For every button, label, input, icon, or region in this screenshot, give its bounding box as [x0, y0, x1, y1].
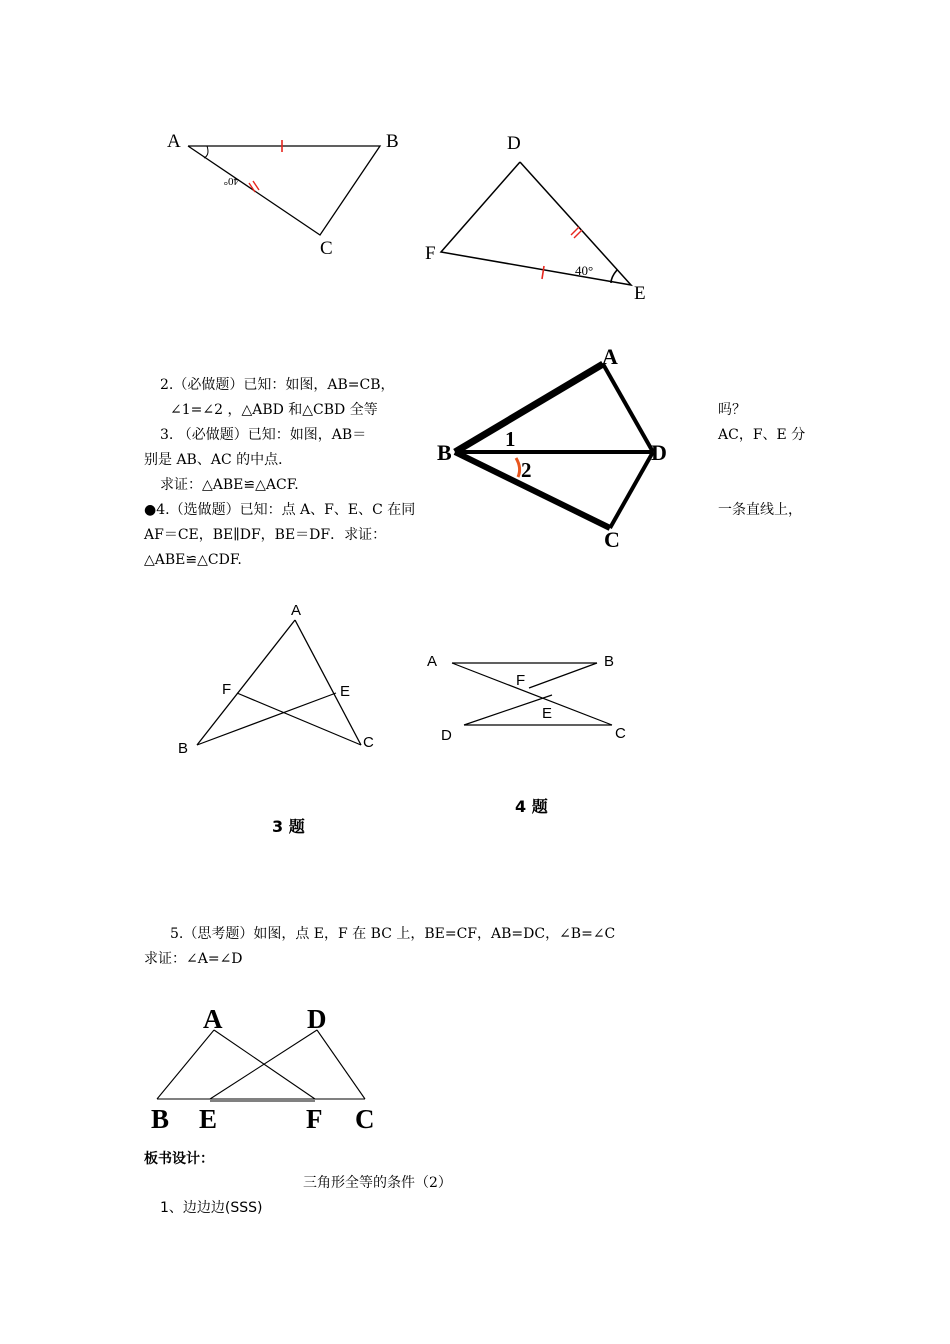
- angle-label-e: 40°: [575, 263, 594, 278]
- board-design-heading: 板书设计：: [144, 1151, 214, 1167]
- problem-3-line-3: 求证：△ABE≌△ACF.: [160, 477, 299, 493]
- problem-5-line-2: 求证：∠A=∠D: [144, 951, 243, 967]
- vertex-label-a: A: [167, 131, 181, 152]
- angle-arc-2: [516, 458, 520, 477]
- q3-vertex-label-c: C: [363, 734, 374, 751]
- problem-3-line-1: 3. （必做题）已知：如图，AB＝: [160, 427, 367, 443]
- q4-figure: [420, 645, 640, 760]
- q5-vertex-label-b: B: [151, 1104, 170, 1134]
- triangle-abc-figure: [150, 125, 420, 265]
- q3-figure: [170, 595, 390, 760]
- problem-5-line-1: 5.（思考题）如图，点 E，F 在 BC 上，BE=CF，AB=DC，∠B=∠C: [170, 926, 616, 942]
- q5-vertex-label-e: E: [199, 1104, 218, 1134]
- q4-vertex-label-f: F: [516, 672, 526, 689]
- problem-4-line-1: ●4.（选做题）已知：点 A、F、E、C 在同: [144, 502, 416, 518]
- tick-ef: [542, 266, 544, 279]
- q2-vertex-label-d: D: [651, 440, 667, 465]
- problem-2-line-2-tail: 吗？: [718, 402, 746, 418]
- board-design-item-1: 1、边边边(SSS): [160, 1200, 263, 1216]
- angle-label-a: 40°: [223, 175, 239, 187]
- board-design-title: 三角形全等的条件（2）: [303, 1175, 452, 1191]
- vertex-label-d: D: [507, 133, 521, 154]
- q5-vertex-label-c: C: [355, 1104, 375, 1134]
- q3-vertex-label-b: B: [178, 740, 189, 757]
- q3-vertex-label-a: A: [291, 602, 302, 619]
- q2-vertex-label-b: B: [437, 440, 452, 465]
- q4-vertex-label-e: E: [542, 705, 553, 722]
- q4-vertex-label-a: A: [427, 653, 438, 670]
- angle-arc-a: [204, 146, 208, 158]
- q2-figure: [430, 335, 690, 560]
- triangle-def-figure: [420, 125, 660, 310]
- problem-4-line-3: △ABE≌△CDF.: [144, 552, 242, 568]
- q5-vertex-label-f: F: [306, 1104, 323, 1134]
- vertex-label-f: F: [425, 243, 436, 264]
- problem-3-line-2: 别是 AB、AC 的中点．: [144, 452, 293, 468]
- triangle-def-outline: [441, 162, 631, 285]
- triangle-abc-outline: [188, 146, 380, 235]
- problem-2-line-2: ∠1=∠2 ，△ABD 和△CBD 全等: [170, 402, 378, 418]
- problem-4-line-1-tail: 一条直线上，: [718, 502, 802, 518]
- q5-vertex-label-a: A: [203, 1004, 223, 1034]
- caption-question-4: 4 题: [515, 797, 548, 816]
- q3-vertex-label-f: F: [222, 681, 232, 698]
- problem-3-line-1-tail: AC，F、E 分: [718, 427, 806, 443]
- q5-figure: [145, 1000, 395, 1140]
- q2-angle-label-1: 1: [505, 427, 516, 451]
- q2-angle-label-2: 2: [521, 458, 532, 482]
- vertex-label-e: E: [634, 283, 646, 304]
- angle-arc-e: [611, 270, 617, 283]
- caption-question-3: 3 题: [272, 817, 305, 836]
- problem-4-line-2: AF＝CE，BE∥DF，BE＝DF．求证：: [144, 527, 387, 543]
- q2-vertex-label-c: C: [604, 527, 620, 552]
- q5-vertex-label-d: D: [307, 1004, 327, 1034]
- problem-2-line-1: 2.（必做题）已知：如图，AB=CB，: [160, 377, 395, 393]
- q4-vertex-label-c: C: [615, 725, 626, 742]
- q4-vertex-label-d: D: [441, 727, 452, 744]
- q4-vertex-label-b: B: [604, 653, 615, 670]
- tick-ac-2: [253, 181, 259, 190]
- q2-vertex-label-a: A: [602, 344, 618, 369]
- q3-vertex-label-e: E: [340, 683, 351, 700]
- vertex-label-b: B: [386, 131, 399, 152]
- vertex-label-c: C: [320, 238, 333, 259]
